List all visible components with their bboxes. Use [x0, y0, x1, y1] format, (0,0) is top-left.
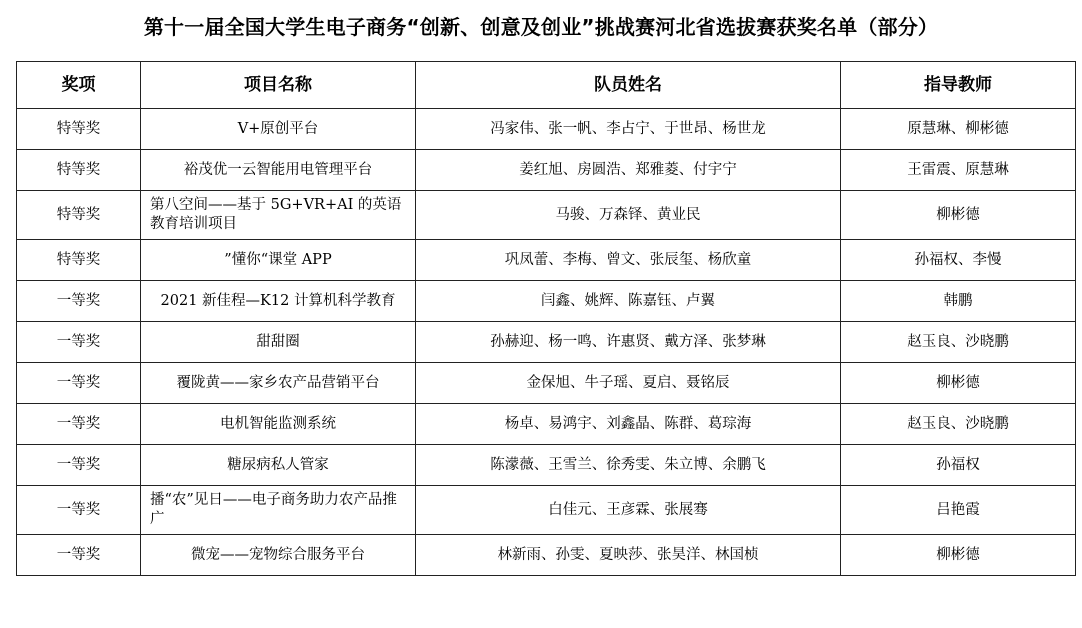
table-row: [17, 404, 1076, 445]
project-cell: ”懂你“课堂 APP: [141, 240, 416, 281]
project-cell: 2021 新佳程—K12 计算机科学教育: [141, 281, 416, 322]
header-advisor: 指导教师: [841, 62, 1076, 109]
project-cell: 覆陇黄——家乡农产品营销平台: [141, 363, 416, 404]
project-cell: 电机智能监测系统: [141, 404, 416, 445]
table-row: [17, 535, 1076, 576]
advisor-cell: 吕艳霞: [841, 486, 1076, 535]
project-cell: 甜甜圈: [141, 322, 416, 363]
project-cell: 第八空间——基于 5G+VR+AI 的英语教育培训项目: [141, 191, 416, 240]
header-project: 项目名称: [141, 62, 416, 109]
members-cell: 闫鑫、姚辉、陈嘉钰、卢翼: [416, 281, 841, 322]
advisor-cell: 柳彬德: [841, 363, 1076, 404]
award-cell: 特等奖: [17, 150, 141, 191]
members-cell: 马骏、万森铎、黄业民: [416, 191, 841, 240]
award-cell: 特等奖: [17, 240, 141, 281]
header-award: 奖项: [17, 62, 141, 109]
award-cell: 一等奖: [17, 322, 141, 363]
award-cell: 一等奖: [17, 363, 141, 404]
advisor-cell: 柳彬德: [841, 535, 1076, 576]
awards-table: [16, 61, 1076, 576]
table-row: [17, 445, 1076, 486]
members-cell: 姜红旭、房圆浩、郑雅菱、付宇宁: [416, 150, 841, 191]
award-cell: 一等奖: [17, 281, 141, 322]
advisor-cell: 孙福权、李慢: [841, 240, 1076, 281]
award-cell: 特等奖: [17, 109, 141, 150]
advisor-cell: 韩鹏: [841, 281, 1076, 322]
members-cell: 冯家伟、张一帆、李占宁、于世昂、杨世龙: [416, 109, 841, 150]
table-header-row: [17, 62, 1076, 109]
advisor-cell: 王雷震、原慧琳: [841, 150, 1076, 191]
advisor-cell: 原慧琳、柳彬德: [841, 109, 1076, 150]
advisor-cell: 赵玉良、沙晓鹏: [841, 322, 1076, 363]
project-cell: 糖尿病私人管家: [141, 445, 416, 486]
header-members: 队员姓名: [416, 62, 841, 109]
members-cell: 金保旭、牛子瑶、夏启、聂铭辰: [416, 363, 841, 404]
award-cell: 一等奖: [17, 535, 141, 576]
table-row: [17, 191, 1076, 240]
table-row: [17, 240, 1076, 281]
table-row: [17, 281, 1076, 322]
advisor-cell: 赵玉良、沙晓鹏: [841, 404, 1076, 445]
page-title: 第十一届全国大学生电子商务“创新、创意及创业”挑战赛河北省选拔赛获奖名单（部分）: [143, 15, 939, 39]
table-row: [17, 363, 1076, 404]
members-cell: 陈濛薇、王雪兰、徐秀雯、朱立博、余鹏飞: [416, 445, 841, 486]
table-row: [17, 150, 1076, 191]
members-cell: 巩凤蕾、李梅、曾文、张辰玺、杨欣童: [416, 240, 841, 281]
members-cell: 杨卓、易鸿宇、刘鑫晶、陈群、葛琮海: [416, 404, 841, 445]
award-cell: 一等奖: [17, 486, 141, 535]
advisor-cell: 柳彬德: [841, 191, 1076, 240]
members-cell: 孙赫迎、杨一鸣、许惠贤、戴方泽、张梦琳: [416, 322, 841, 363]
project-cell: 裕茂优一云智能用电管理平台: [141, 150, 416, 191]
project-cell: 播“农”见日——电子商务助力农产品推广: [141, 486, 416, 535]
award-cell: 一等奖: [17, 404, 141, 445]
award-cell: 一等奖: [17, 445, 141, 486]
project-cell: V+原创平台: [141, 109, 416, 150]
members-cell: 林新雨、孙雯、夏映莎、张昊洋、林国桢: [416, 535, 841, 576]
table-row: [17, 486, 1076, 535]
table-row: [17, 109, 1076, 150]
table-row: [17, 322, 1076, 363]
award-cell: 特等奖: [17, 191, 141, 240]
project-cell: 微宠——宠物综合服务平台: [141, 535, 416, 576]
advisor-cell: 孙福权: [841, 445, 1076, 486]
members-cell: 白佳元、王彦霖、张展骞: [416, 486, 841, 535]
